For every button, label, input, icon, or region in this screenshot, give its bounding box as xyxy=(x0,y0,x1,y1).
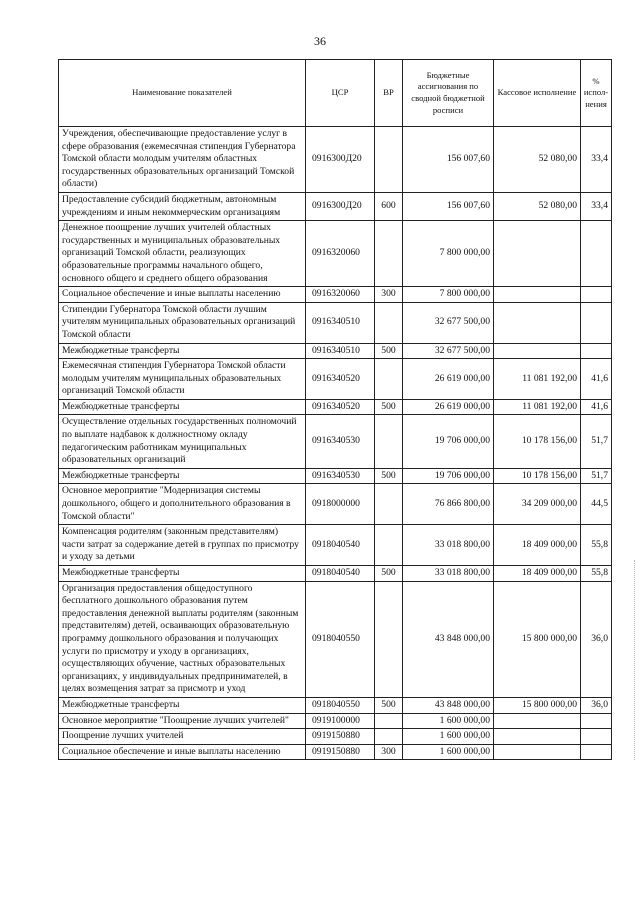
header-pct: % испол-нения xyxy=(581,60,612,127)
cell-name: Социальное обеспечение и иные выплаты населению xyxy=(59,287,306,303)
cell-csr: 0916340520 xyxy=(306,359,375,400)
cell-vr: 600 xyxy=(375,192,403,220)
cell-cash: 11 081 192,00 xyxy=(494,399,581,415)
table-row xyxy=(59,192,612,220)
cell-cash xyxy=(494,287,581,303)
cell-pct: 41,6 xyxy=(581,359,612,400)
cell-cash: 10 178 156,00 xyxy=(494,415,581,468)
cell-pct: 44,5 xyxy=(581,484,612,525)
cell-cash: 10 178 156,00 xyxy=(494,468,581,484)
cell-vr: 300 xyxy=(375,744,403,760)
cell-name: Осуществление отдельных государственных полномочий по выплате надбавок к должностному окладу педагогическим работникам муниципальных образовательных организаций xyxy=(59,415,306,468)
cell-csr: 0916340530 xyxy=(306,415,375,468)
cell-budget: 26 619 000,00 xyxy=(403,359,494,400)
cell-budget: 32 677 500,00 xyxy=(403,343,494,359)
cell-pct: 36,0 xyxy=(581,581,612,697)
cell-name: Стипендии Губернатора Томской области лучшим учителям муниципальных образовательных организаций Томской области xyxy=(59,302,306,343)
cell-name: Межбюджетные трансферты xyxy=(59,697,306,713)
cell-vr xyxy=(375,484,403,525)
cell-vr xyxy=(375,581,403,697)
header-csr: ЦСР xyxy=(306,60,375,127)
cell-budget: 7 800 000,00 xyxy=(403,221,494,287)
cell-csr: 0916340510 xyxy=(306,343,375,359)
table-row xyxy=(59,744,612,760)
cell-pct: 55,8 xyxy=(581,525,612,566)
cell-vr xyxy=(375,525,403,566)
cell-name: Социальное обеспечение и иные выплаты населению xyxy=(59,744,306,760)
cell-cash: 18 409 000,00 xyxy=(494,525,581,566)
cell-csr: 0918040540 xyxy=(306,525,375,566)
cell-pct: 51,7 xyxy=(581,468,612,484)
cell-name: Основное мероприятие "Модернизация системы дошкольного, общего и дополнительного образования в Томской области" xyxy=(59,484,306,525)
cell-vr xyxy=(375,729,403,745)
cell-vr: 500 xyxy=(375,399,403,415)
cell-csr: 0916320060 xyxy=(306,221,375,287)
cell-cash: 11 081 192,00 xyxy=(494,359,581,400)
table-row xyxy=(59,468,612,484)
cell-pct xyxy=(581,302,612,343)
table-row xyxy=(59,525,612,566)
cell-budget: 43 848 000,00 xyxy=(403,697,494,713)
cell-budget: 76 866 800,00 xyxy=(403,484,494,525)
cell-budget: 32 677 500,00 xyxy=(403,302,494,343)
page-number: 36 xyxy=(314,34,326,48)
cell-budget: 1 600 000,00 xyxy=(403,729,494,745)
table-body xyxy=(59,127,612,760)
cell-cash xyxy=(494,221,581,287)
cell-cash xyxy=(494,343,581,359)
cell-vr: 500 xyxy=(375,468,403,484)
cell-budget: 26 619 000,00 xyxy=(403,399,494,415)
table-row xyxy=(59,399,612,415)
cell-csr: 0918000000 xyxy=(306,484,375,525)
cell-csr: 0918040540 xyxy=(306,566,375,582)
budget-table xyxy=(58,59,612,760)
cell-vr xyxy=(375,302,403,343)
scan-edge-mark xyxy=(634,560,636,760)
table-row xyxy=(59,415,612,468)
cell-csr: 0918040550 xyxy=(306,581,375,697)
cell-name: Межбюджетные трансферты xyxy=(59,566,306,582)
table-row xyxy=(59,697,612,713)
cell-name: Компенсация родителям (законным представителям) части затрат за содержание детей в группах по присмотру и уходу за детьми xyxy=(59,525,306,566)
cell-name: Поощрение лучших учителей xyxy=(59,729,306,745)
cell-csr: 0916340530 xyxy=(306,468,375,484)
cell-pct: 33,4 xyxy=(581,192,612,220)
cell-csr: 0919150880 xyxy=(306,744,375,760)
cell-cash xyxy=(494,302,581,343)
cell-csr: 0916300Д20 xyxy=(306,127,375,193)
table-row xyxy=(59,343,612,359)
cell-pct: 55,8 xyxy=(581,566,612,582)
cell-cash: 15 800 000,00 xyxy=(494,697,581,713)
cell-cash: 15 800 000,00 xyxy=(494,581,581,697)
cell-pct: 36,0 xyxy=(581,697,612,713)
cell-vr: 500 xyxy=(375,697,403,713)
cell-pct xyxy=(581,343,612,359)
table-row xyxy=(59,484,612,525)
table-row xyxy=(59,302,612,343)
header-cash: Кассовое исполнение xyxy=(494,60,581,127)
cell-budget: 43 848 000,00 xyxy=(403,581,494,697)
cell-cash xyxy=(494,744,581,760)
cell-name: Денежное поощрение лучших учителей областных государственных и муниципальных образовательных организаций Томской области, реализующих образовательные программы начального общего, основного общего и среднего общего образования xyxy=(59,221,306,287)
cell-name: Межбюджетные трансферты xyxy=(59,343,306,359)
cell-vr: 300 xyxy=(375,287,403,303)
header-name: Наименование показателей xyxy=(59,60,306,127)
cell-csr: 0916320060 xyxy=(306,287,375,303)
table-row xyxy=(59,221,612,287)
cell-cash: 34 209 000,00 xyxy=(494,484,581,525)
cell-name: Учреждения, обеспечивающие предоставление услуг в сфере образования (ежемесячная стипендия Губернатора Томской области молодым учителям областных государственных образовательных организаций Томской области) xyxy=(59,127,306,193)
cell-pct xyxy=(581,287,612,303)
table-row xyxy=(59,359,612,400)
cell-budget: 1 600 000,00 xyxy=(403,744,494,760)
table-header-row xyxy=(59,60,612,127)
cell-name: Ежемесячная стипендия Губернатора Томской области молодым учителям муниципальных образовательных организаций Томской области xyxy=(59,359,306,400)
cell-budget: 7 800 000,00 xyxy=(403,287,494,303)
cell-name: Межбюджетные трансферты xyxy=(59,399,306,415)
cell-vr xyxy=(375,359,403,400)
cell-pct xyxy=(581,713,612,729)
table-row xyxy=(59,581,612,697)
cell-name: Предоставление субсидий бюджетным, автономным учреждениям и иным некоммерческим организациям xyxy=(59,192,306,220)
cell-budget: 33 018 800,00 xyxy=(403,525,494,566)
cell-vr xyxy=(375,713,403,729)
cell-pct: 33,4 xyxy=(581,127,612,193)
table-row xyxy=(59,729,612,745)
header-vr: ВР xyxy=(375,60,403,127)
cell-pct xyxy=(581,221,612,287)
cell-pct: 51,7 xyxy=(581,415,612,468)
cell-cash: 52 080,00 xyxy=(494,192,581,220)
cell-vr xyxy=(375,127,403,193)
cell-csr: 0918040550 xyxy=(306,697,375,713)
table-row xyxy=(59,127,612,193)
cell-name: Межбюджетные трансферты xyxy=(59,468,306,484)
cell-budget: 156 007,60 xyxy=(403,192,494,220)
cell-name: Организация предоставления общедоступного бесплатного дошкольного образования путем предоставления денежной выплаты родителям (законным представителям) детей, осваивающих образовательную программу дошкольного образования и получающих услуги по присмотру и уходу в организациях, осуществляющих обучение, частных образовательных организациях, у индивидуальных предпринимателей, в целях возмещения затрат за присмотр и уход xyxy=(59,581,306,697)
cell-vr: 500 xyxy=(375,566,403,582)
table-row xyxy=(59,713,612,729)
cell-budget: 33 018 800,00 xyxy=(403,566,494,582)
cell-csr: 0916340520 xyxy=(306,399,375,415)
cell-vr: 500 xyxy=(375,343,403,359)
cell-vr xyxy=(375,221,403,287)
cell-cash xyxy=(494,713,581,729)
cell-cash xyxy=(494,729,581,745)
cell-budget: 1 600 000,00 xyxy=(403,713,494,729)
cell-csr: 0916340510 xyxy=(306,302,375,343)
cell-pct xyxy=(581,729,612,745)
table-row xyxy=(59,287,612,303)
cell-cash: 52 080,00 xyxy=(494,127,581,193)
cell-budget: 19 706 000,00 xyxy=(403,415,494,468)
cell-vr xyxy=(375,415,403,468)
cell-pct: 41,6 xyxy=(581,399,612,415)
cell-cash: 18 409 000,00 xyxy=(494,566,581,582)
cell-csr: 0919100000 xyxy=(306,713,375,729)
cell-budget: 19 706 000,00 xyxy=(403,468,494,484)
cell-budget: 156 007,60 xyxy=(403,127,494,193)
cell-pct xyxy=(581,744,612,760)
cell-name: Основное мероприятие "Поощрение лучших учителей" xyxy=(59,713,306,729)
cell-csr: 0919150880 xyxy=(306,729,375,745)
header-budget: Бюджетные ассигнования по сводной бюджетной росписи xyxy=(403,60,494,127)
cell-csr: 0916300Д20 xyxy=(306,192,375,220)
table-row xyxy=(59,566,612,582)
